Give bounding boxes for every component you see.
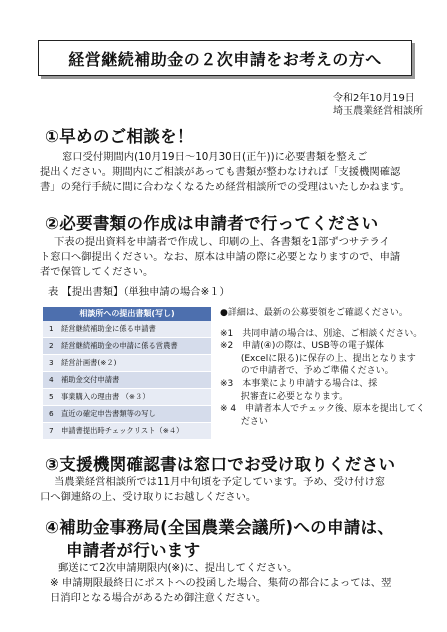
note-line: ※1 共同申請の場合は、別途、ご相談ください。	[220, 328, 423, 339]
section-4-heading: ④補助金事務局(全国農業会議所)への申請は、	[45, 518, 395, 537]
note-line: ※ 4 申請者本人でチェック後、原本を提出してく	[220, 404, 425, 415]
section-2-line: 下表の提出資料を申請者で作成し、印刷の上、各書類を1部ずつサテライ	[54, 236, 390, 248]
table-header: 相談所への提出書類(写し)	[43, 307, 211, 321]
section-3-heading: ③支援機関確認書は窓口でお受け取りください	[45, 455, 396, 474]
section-4-heading-line2: 申請者が行います	[66, 541, 201, 560]
note-line: ※2 申請(④)の際は、USB等の電子媒体	[220, 341, 384, 352]
note-line: ※3 本事業により申請する場合は、採	[220, 378, 378, 389]
table-row: 4 補助金交付申請書	[43, 372, 211, 389]
section-1-heading: ①早めのご相談を！	[45, 127, 194, 146]
note-line: ださい	[220, 416, 268, 427]
note-line: (Excelに限る)に保存の上、提出となります	[220, 353, 416, 364]
notes-block	[220, 307, 430, 428]
section-1-line: 提出ください。期間内にご相談があっても書類が整わなければ「支援機関確認	[40, 166, 401, 178]
note-line: 択審査に必要となります。	[220, 391, 349, 402]
table-row: 7 申請書提出時チェックリスト（※４）	[43, 423, 211, 440]
issue-date: 令和2年10月19日	[333, 93, 415, 104]
section-2-line: ト窓口へ御提出ください。なお、原本は申請の際に必要となりますので、申請	[40, 251, 401, 263]
table-row: 6 直近の確定申告書類等の写し	[43, 406, 211, 423]
table-row: 5 事業購入の理由書 （※３）	[43, 389, 211, 406]
table-row: 3 経営計画書(※２)	[43, 355, 211, 372]
table-row: 1 経営継続補助金に係る申請書	[43, 321, 211, 338]
note-line: ●詳細は、最新の公募要領をご確認ください。	[220, 308, 408, 318]
section-2-body	[40, 235, 440, 280]
section-2-line: 者で保管してください。	[40, 266, 154, 278]
note-spacer	[220, 320, 430, 328]
submission-table	[43, 307, 211, 440]
table-caption: 表 【提出書類】（単独申請の場合※１）	[48, 286, 230, 298]
table-row: 2 経営継続補助金の申請に係る営農書	[43, 338, 211, 355]
section-3-line: 当農業経営相談所では11月中旬頃を予定しています。予め、受け付け窓	[54, 476, 386, 488]
section-4-line: ※ 申請期限最終日にポストへの投函した場合、集荷の都合によっては、翌	[50, 577, 392, 589]
section-4-line: 郵送にて2次申請期限内(※)に、提出してください。	[58, 562, 298, 574]
date-block	[333, 92, 423, 118]
issuer-org: 埼玉農業経営相談所	[333, 106, 423, 117]
note-line: ので申請者で、予めご準備ください。	[220, 366, 394, 377]
section-1-line: 書」の発行手続に間に合わなくなるため経営相談所での受理はいたしかねます。	[40, 181, 410, 193]
page-title: 経営継続補助金の２次申請をお考えの方へ	[38, 40, 412, 76]
section-1-body	[40, 150, 440, 195]
section-2-heading: ②必要書類の作成は申請者で行ってください	[45, 214, 379, 233]
section-4-line: 日消印となる場合があるため御注意ください。	[50, 592, 267, 604]
section-4-body	[40, 561, 440, 606]
section-1-line: 窓口受付期間内(10月19日～10月30日(正午))に必要書類を整えご	[62, 151, 368, 163]
section-3-line: 口へ御連絡の上、受け取りにお越しください。	[40, 491, 257, 503]
section-3-body	[40, 475, 440, 505]
table-body	[43, 321, 211, 440]
